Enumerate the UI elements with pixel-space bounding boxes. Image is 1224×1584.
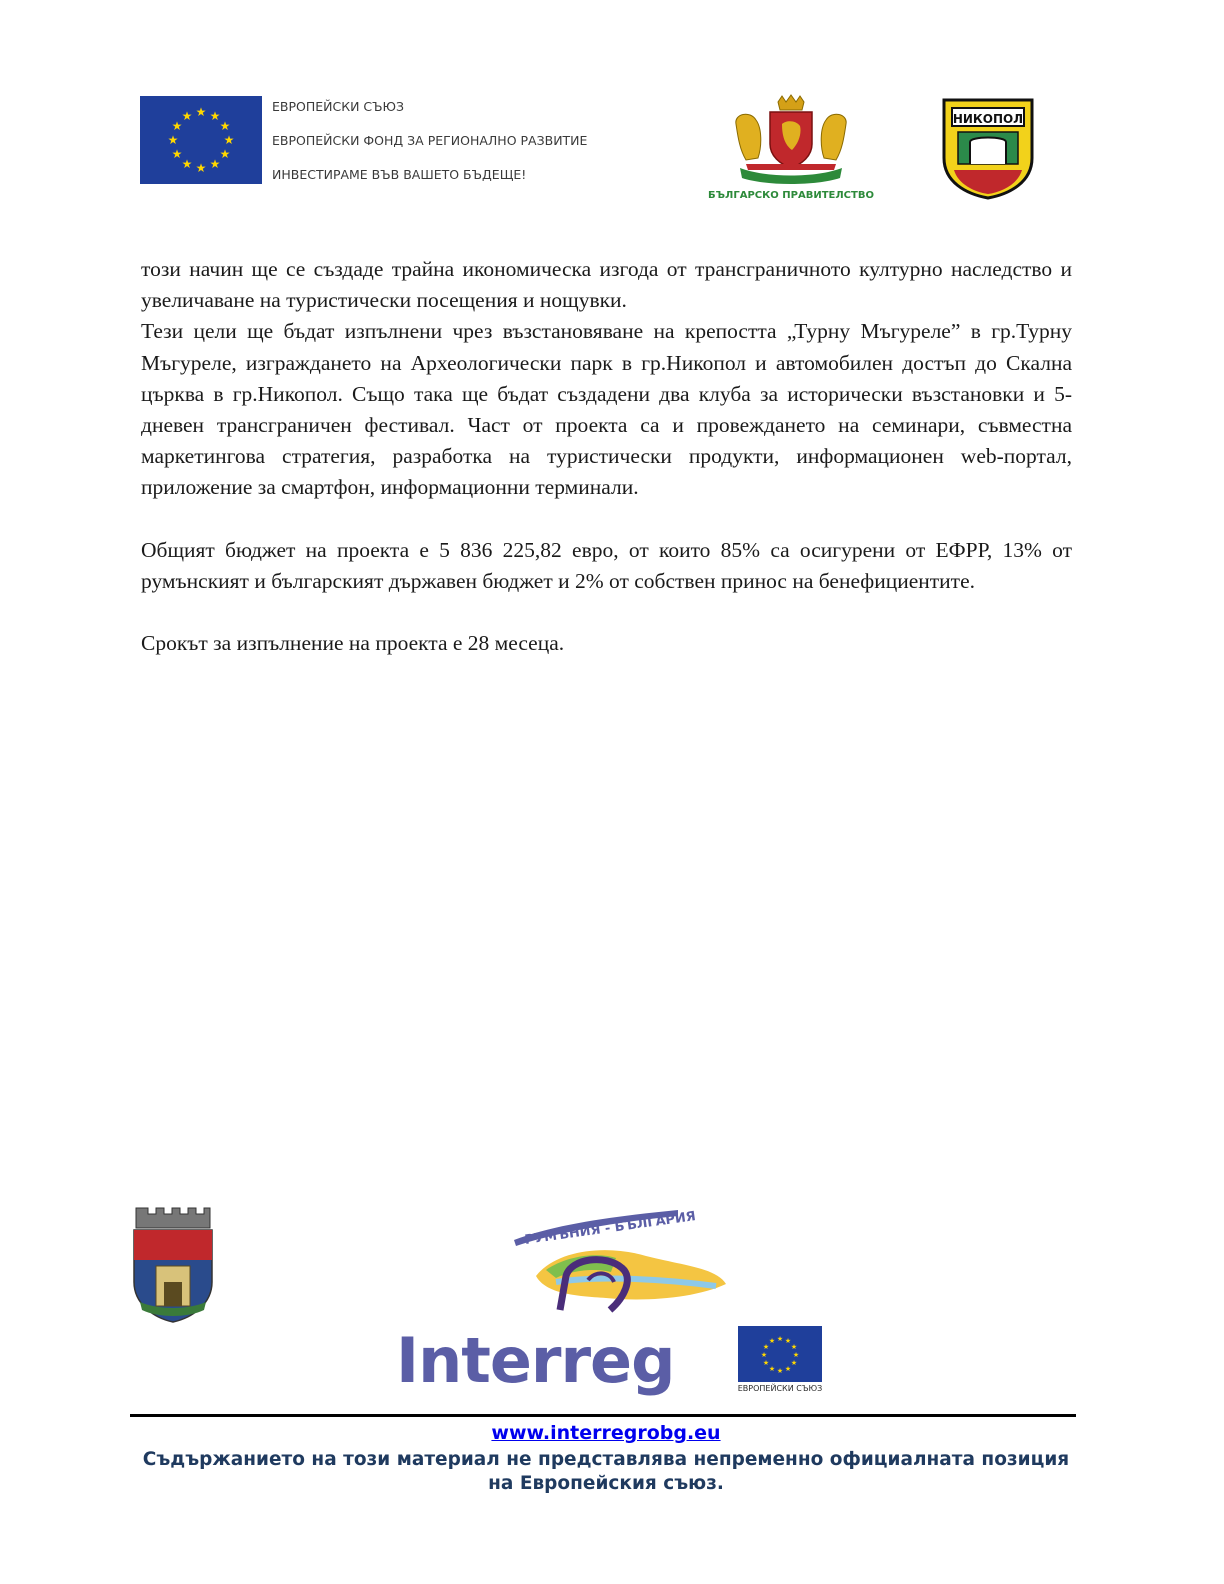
- svg-text:★: ★: [762, 1343, 770, 1351]
- svg-text:★: ★: [209, 109, 221, 123]
- eu-union-label: ЕВРОПЕЙСКИ СЪЮЗ: [272, 99, 405, 114]
- programme-website-link[interactable]: www.interregrobg.eu: [491, 1422, 721, 1444]
- nikopol-shield-icon: [940, 96, 1036, 200]
- svg-text:★: ★: [195, 161, 207, 175]
- svg-text:★: ★: [790, 1359, 798, 1367]
- footer-divider: [130, 1414, 1076, 1417]
- eu-disclaimer: [130, 1448, 1082, 1496]
- svg-text:★: ★: [768, 1337, 776, 1345]
- svg-text:★: ★: [784, 1337, 792, 1345]
- eu-small-caption: ЕВРОПЕЙСКИ СЪЮЗ: [737, 1384, 823, 1393]
- svg-text:★: ★: [181, 109, 193, 123]
- paragraph-budget: Общият бюджет на проекта е 5 836 225,82 евро, от които 85% са осигурени от ЕФРР, 13% от румънският и българският държавен бюджет и 2% от собствен принос на бенефициентите.: [141, 537, 1072, 594]
- investing-slogan: ИНВЕСТИРАМЕ ВЪВ ВАШЕТО БЪДЕЩЕ!: [272, 167, 527, 182]
- svg-text:★: ★: [171, 119, 183, 133]
- nikopol-crest-logo: [940, 96, 1036, 200]
- interreg-programme-logo: [396, 1206, 736, 1398]
- eu-flag-logo: [140, 96, 262, 184]
- bulgarian-government-caption: БЪЛГАРСКО ПРАВИТЕЛСТВО: [708, 190, 874, 201]
- svg-text:★: ★: [219, 147, 231, 161]
- turnu-magurele-shield-icon: [128, 1206, 218, 1324]
- svg-text:★: ★: [223, 133, 235, 147]
- bulgarian-coat-of-arms-icon: [706, 94, 876, 188]
- paragraph-2: Тези цели ще бъдат изпълнени чрез възстановяване на крепостта „Турну Мъгуреле” в гр.Турну Мъгуреле, изграждането на Археологически парк в гр.Никопол и автомобилен достъп до Скална църква в гр.Никопол. Също така ще бъдат създадени два клуба за исторически възстановки и 5-дневен трансграничен фестивал. Част от проекта са и провеждането на семинари, съвместна маркетингова стратегия, разработка на туристически продукти, информационен web-портал, приложение за смартфон, информационни терминали.: [141, 319, 1072, 500]
- eu-stars-icon: [140, 96, 262, 184]
- svg-text:★: ★: [195, 105, 207, 119]
- bulgarian-government-logo: [706, 94, 876, 206]
- svg-text:★: ★: [784, 1365, 792, 1373]
- svg-text:★: ★: [776, 1335, 784, 1343]
- eu-stars-small-icon: [738, 1326, 822, 1382]
- erdf-label: ЕВРОПЕЙСКИ ФОНД ЗА РЕГИОНАЛНО РАЗВИТИЕ: [272, 133, 588, 148]
- svg-text:★: ★: [762, 1359, 770, 1367]
- svg-text:★: ★: [792, 1351, 800, 1359]
- disclaimer-line-2: на Европейския съюз.: [488, 1473, 724, 1494]
- svg-text:★: ★: [760, 1351, 768, 1359]
- svg-text:★: ★: [776, 1367, 784, 1375]
- svg-text:★: ★: [219, 119, 231, 133]
- nikopol-crest-text: НИКОПОЛ: [952, 112, 1024, 126]
- turnu-magurele-crest-logo: [128, 1206, 218, 1324]
- interreg-wordmark: Interreg: [396, 1324, 675, 1397]
- paragraph-1: този начин ще се създаде трайна икономическа изгода от трансграничното културно наследство и увеличаване на туристически посещения и нощувки.: [141, 257, 1072, 313]
- romania-bulgaria-map-icon: [396, 1206, 736, 1326]
- svg-text:★: ★: [790, 1343, 798, 1351]
- eu-flag-small-logo: [738, 1326, 822, 1382]
- svg-text:★: ★: [167, 133, 179, 147]
- paragraph-duration: Срокът за изпълнение на проекта е 28 месеца.: [141, 631, 565, 656]
- document-body: [141, 254, 1072, 660]
- eu-fund-text: [272, 100, 587, 202]
- svg-text:★: ★: [209, 157, 221, 171]
- disclaimer-line-1: Съдържанието на този материал не представлява непременно официалната позиция: [142, 1449, 1070, 1470]
- svg-text:★: ★: [768, 1365, 776, 1373]
- programme-arc-text: РУМЪНИЯ - БЪЛГАРИЯ: [523, 1209, 697, 1248]
- svg-text:★: ★: [181, 157, 193, 171]
- svg-text:★: ★: [171, 147, 183, 161]
